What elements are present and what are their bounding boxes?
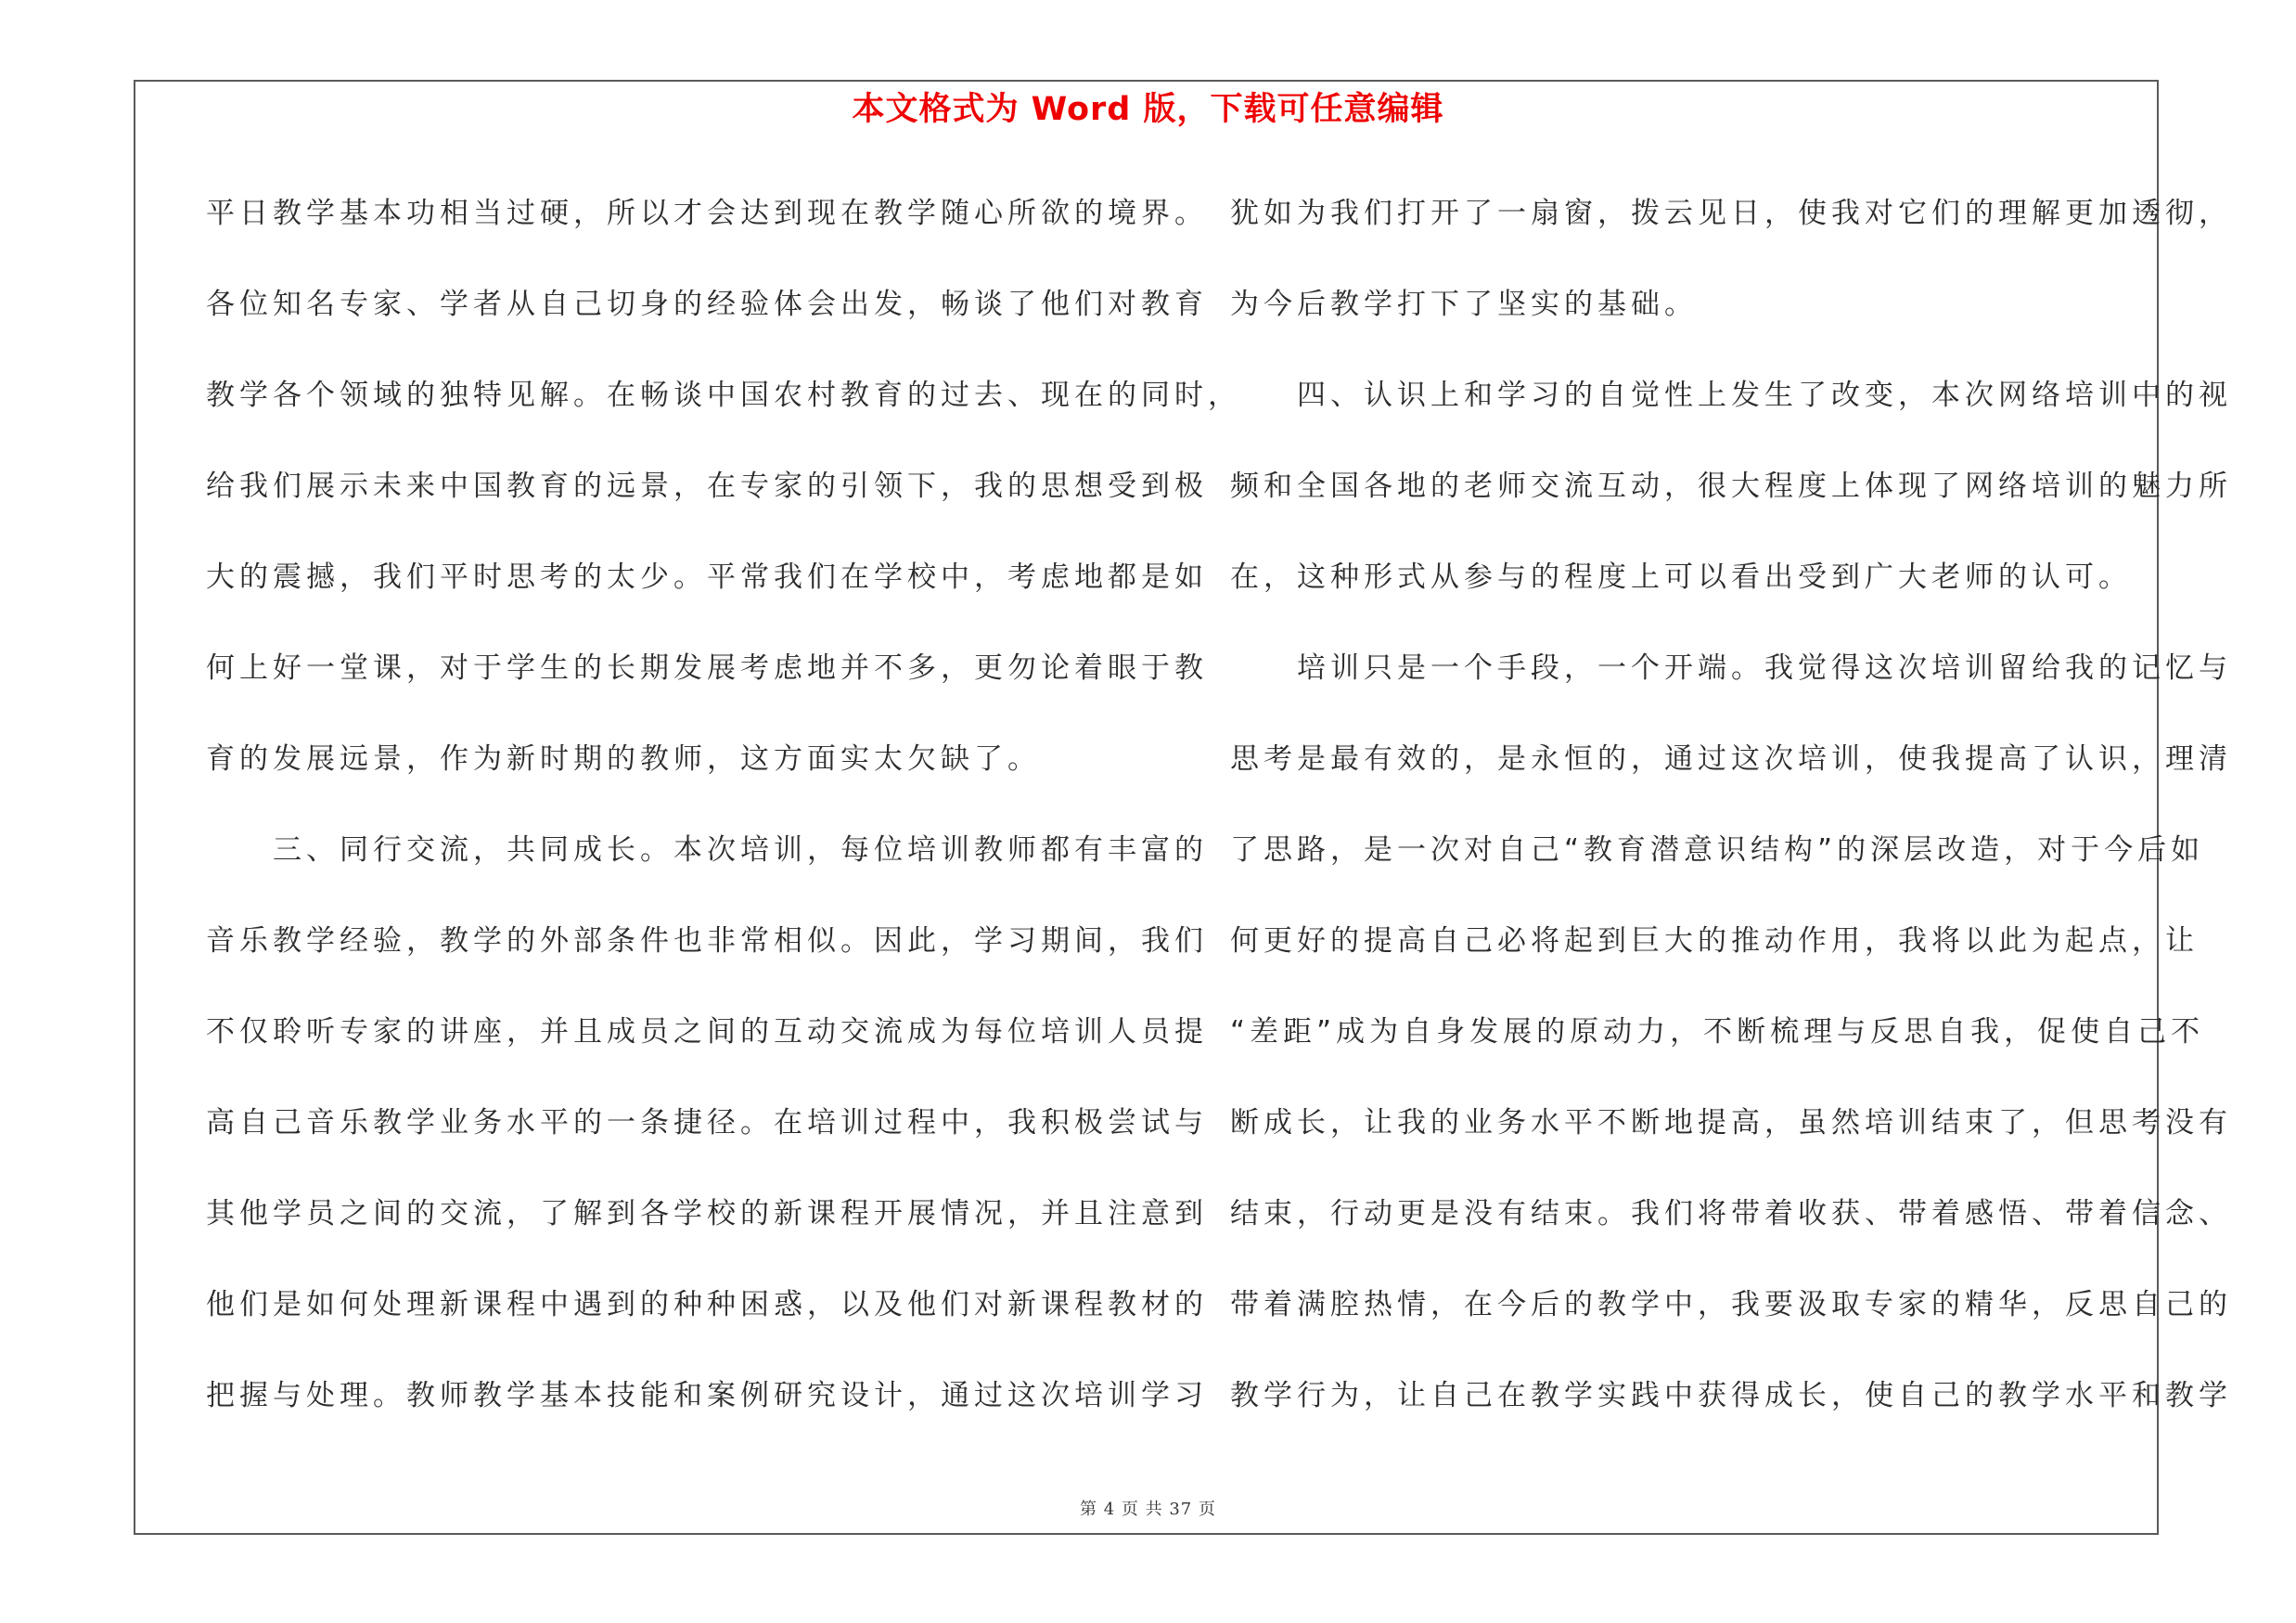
text-line: 频和全国各地的老师交流互动，很大程度上体现了网络培训的魅力所 [1230,470,2232,503]
page-number: 第 4 页 共 37 页 [1080,1500,1216,1519]
text-line: 大的震撼，我们平时思考的太少。平常我们在学校中，考虑地都是如 [206,560,1208,594]
left-text-column [206,184,1241,1457]
text-line: 在，这种形式从参与的程度上可以看出受到广大老师的认可。 [1230,560,2132,594]
text-line: 不仅聆听专家的讲座，并且成员之间的互动交流成为每位培训人员提 [206,1015,1208,1049]
text-line: 各位知名专家、学者从自己切身的经验体会出发，畅谈了他们对教育 [206,288,1208,321]
text-line: 其他学员之间的交流，了解到各学校的新课程开展情况，并且注意到 [206,1197,1208,1230]
text-line: 为今后教学打下了坚实的基础。 [1230,288,1698,321]
text-line: 何上好一堂课，对于学生的长期发展考虑地并不多，更勿论着眼于教 [206,651,1208,685]
text-line: 四、认识上和学习的自觉性上发生了改变，本次网络培训中的视 [1230,379,2232,412]
text-line: 高自己音乐教学业务水平的一条捷径。在培训过程中，我积极尝试与 [206,1106,1208,1140]
text-line: 结束，行动更是没有结束。我们将带着收获、带着感悟、带着信念、 [1230,1197,2232,1230]
text-line: 犹如为我们打开了一扇窗，拨云见日，使我对它们的理解更加透彻， [1230,197,2232,230]
text-line: 教学行为，让自己在教学实践中获得成长，使自己的教学水平和教学 [1230,1379,2232,1412]
text-line: 培训只是一个手段，一个开端。我觉得这次培训留给我的记忆与 [1230,651,2232,685]
text-line: 三、同行交流，共同成长。本次培训，每位培训教师都有丰富的 [206,833,1208,867]
text-line: 断成长，让我的业务水平不断地提高，虽然培训结束了，但思考没有 [1230,1106,2232,1140]
text-line: 把握与处理。教师教学基本技能和案例研究设计，通过这次培训学习 [206,1379,1208,1412]
text-line: 给我们展示未来中国教育的远景，在专家的引领下，我的思想受到极 [206,470,1208,503]
text-line: 思考是最有效的，是永恒的，通过这次培训，使我提高了认识，理清 [1230,742,2232,776]
text-line: 音乐教学经验，教学的外部条件也非常相似。因此，学习期间，我们 [206,924,1208,958]
format-notice-banner: 本文格式为 Word 版，下载可任意编辑 [852,91,1444,128]
text-line: 育的发展远景，作为新时期的教师，这方面实太欠缺了。 [206,742,1041,776]
text-line: 教学各个领域的独特见解。在畅谈中国农村教育的过去、现在的同时， [206,379,1241,412]
right-text-column [1230,184,2232,1457]
text-line: 带着满腔热情，在今后的教学中，我要汲取专家的精华，反思自己的 [1230,1288,2232,1321]
text-line: 他们是如何处理新课程中遇到的种种困惑，以及他们对新课程教材的 [206,1288,1208,1321]
text-line: 了思路，是一次对自己“教育潜意识结构”的深层改造，对于今后如 [1230,833,2205,867]
text-line: 何更好的提高自己必将起到巨大的推动作用，我将以此为起点，让 [1230,924,2199,958]
text-line: “差距”成为自身发展的原动力，不断梳理与反思自我，促使自己不 [1230,1015,2205,1049]
text-line: 平日教学基本功相当过硬，所以才会达到现在教学随心所欲的境界。 [206,197,1208,230]
